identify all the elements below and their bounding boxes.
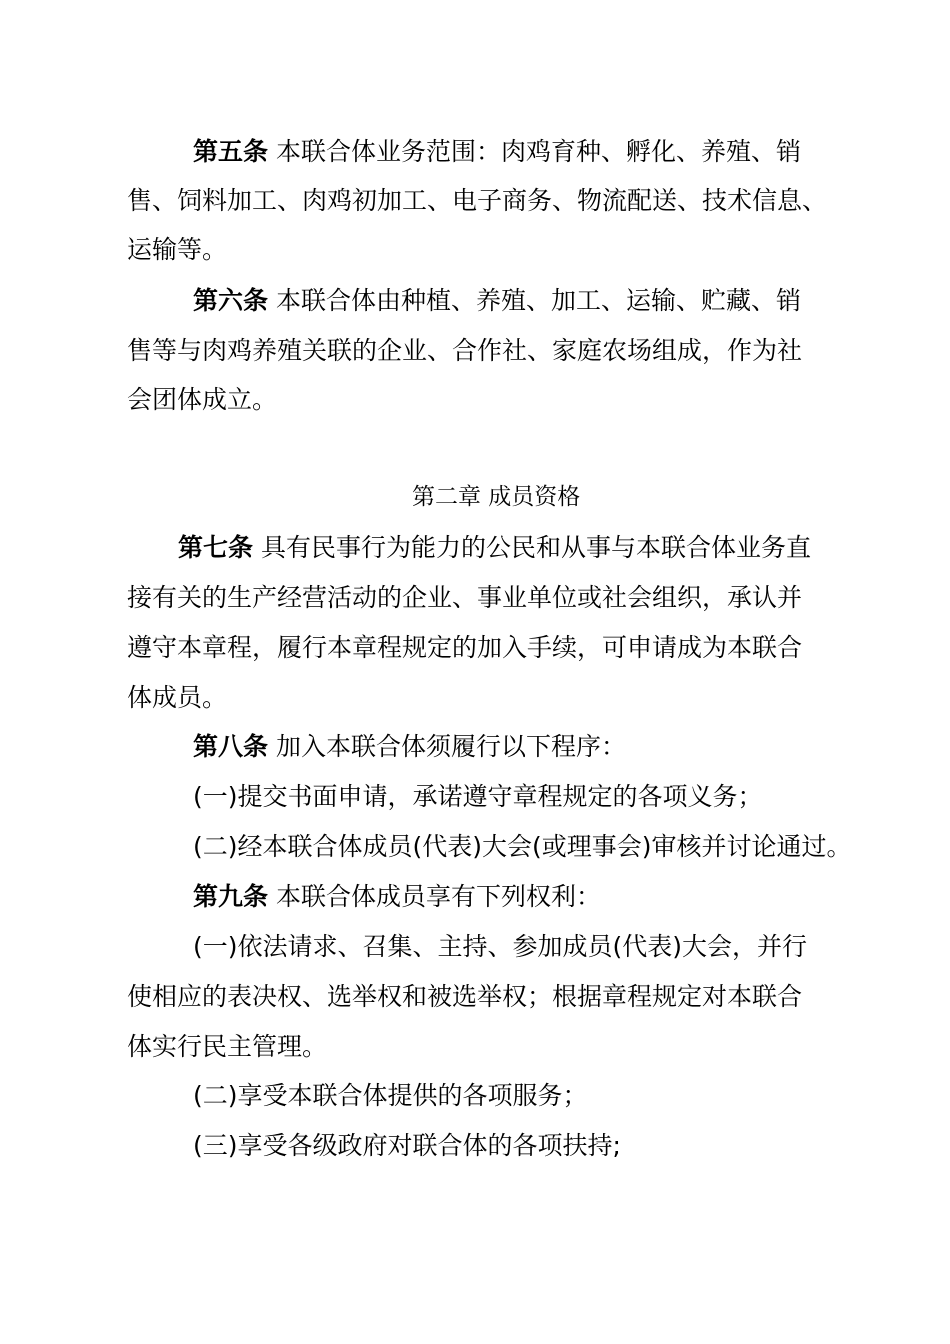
article-9-label: 第九条 (193, 882, 269, 911)
article-5-line-1 (193, 137, 801, 167)
article-9-item-3-text: (三)享受各级政府对联合体的各项扶持; (193, 1131, 621, 1160)
article-8-item-1 (193, 782, 763, 812)
article-5-text-3: 运输等。 (127, 235, 228, 264)
article-7-line-3 (127, 633, 802, 663)
article-8-item-1-text: (一)提交书面申请，承诺遵守章程规定的各项义务； (193, 782, 763, 811)
article-9-item-2-text: (二)享受本联合体提供的各项服务； (193, 1081, 588, 1110)
article-9-item-1-text-3: 体实行民主管理。 (127, 1032, 328, 1061)
article-7-text-4: 体成员。 (127, 683, 228, 712)
article-8-item-2 (193, 832, 852, 862)
article-9-item-1-text-1: (一)依法请求、召集、主持、参加成员(代表)大会，并行 (193, 932, 808, 961)
article-7-text-1: 具有民事行为能力的公民和从事与本联合体业务直 (260, 533, 811, 562)
article-9-item-1-line-2 (127, 982, 802, 1012)
article-5-line-2 (127, 186, 827, 216)
article-9-item-1-line-3 (127, 1032, 327, 1062)
article-6-label: 第六条 (193, 286, 269, 315)
article-9-text-1: 本联合体成员享有下列权利： (275, 882, 601, 911)
article-7-label: 第七条 (178, 533, 254, 562)
article-5-text-2: 售、饲料加工、肉鸡初加工、电子商务、物流配送、技术信息、 (127, 186, 828, 215)
article-6-line-3 (127, 385, 277, 415)
article-5-label: 第五条 (193, 137, 269, 166)
article-7-text-3: 遵守本章程，履行本章程规定的加入手续，可申请成为本联合 (127, 633, 803, 662)
chapter-2-title: 第二章 成员资格 (412, 484, 581, 510)
article-8-line-1 (193, 732, 626, 762)
article-6-text-3: 会团体成立。 (127, 385, 278, 414)
article-8-item-2-text: (二)经本联合体成员(代表)大会(或理事会)审核并讨论通过。 (193, 832, 852, 861)
article-8-text-1: 加入本联合体须履行以下程序： (275, 732, 626, 761)
article-6-text-1: 本联合体由种植、养殖、加工、运输、贮藏、销 (275, 286, 801, 315)
article-7-line-2 (127, 583, 802, 613)
article-7-line-4 (127, 683, 227, 713)
article-9-item-1-line-1 (193, 932, 807, 962)
article-9-line-1 (193, 882, 601, 912)
article-7-line-1 (178, 533, 811, 563)
article-6-text-2: 售等与肉鸡养殖关联的企业、合作社、家庭农场组成，作为社 (127, 336, 803, 365)
article-8-label: 第八条 (193, 732, 269, 761)
article-5-text-1: 本联合体业务范围：肉鸡育种、孵化、养殖、销 (275, 137, 801, 166)
article-6-line-2 (127, 336, 802, 366)
article-9-item-1-text-2: 使相应的表决权、选举权和被选举权；根据章程规定对本联合 (127, 982, 803, 1011)
article-7-text-2: 接有关的生产经营活动的企业、事业单位或社会组织，承认并 (127, 583, 803, 612)
article-6-line-1 (193, 286, 801, 316)
article-5-line-3 (127, 235, 227, 265)
article-9-item-2 (193, 1081, 588, 1111)
article-9-item-3 (193, 1131, 621, 1161)
